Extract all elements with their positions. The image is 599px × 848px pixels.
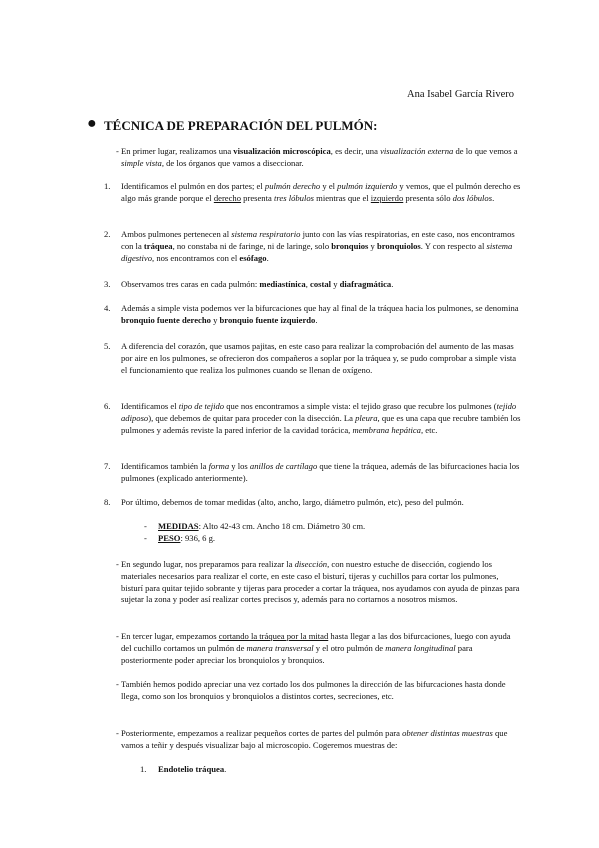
text-run: Identificamos el pulmón en dos partes; el xyxy=(121,181,265,191)
text-run: mediastínica xyxy=(259,279,306,289)
text-run: y vemos, que el pulmón derecho es algo más grande porque el xyxy=(121,181,521,203)
text-run: visualización externa xyxy=(380,146,454,156)
text-run: manera longitudinal xyxy=(385,642,456,653)
text-run: manera transversal xyxy=(246,642,314,653)
text-run: . Y con respecto al xyxy=(420,240,487,251)
list-marker: 8. xyxy=(104,497,111,507)
list-marker: 7. xyxy=(104,461,111,471)
list-marker: - xyxy=(116,679,119,689)
paragraph xyxy=(121,497,521,509)
text-run: pulmón izquierdo xyxy=(337,181,398,191)
measure-label: PESO xyxy=(158,533,181,543)
list-marker: 5. xyxy=(104,341,111,351)
measure-label: MEDIDAS xyxy=(158,521,199,531)
text-run: bronquios xyxy=(331,240,369,251)
text-run: . xyxy=(391,279,394,289)
paragraph xyxy=(121,303,521,327)
text-run: que tiene la tráquea, además de las bifurcaciones hacia los pulmones (explicado anteriormente). xyxy=(121,461,520,483)
text-run: , de los órganos que vamos a diseccionar. xyxy=(161,157,304,168)
text-run: pulmón derecho xyxy=(264,181,321,191)
section-heading: TÉCNICA DE PREPARACIÓN DEL PULMÓN: xyxy=(104,118,378,133)
text-run: dos lóbulos xyxy=(452,192,493,203)
paragraph xyxy=(121,181,521,205)
text-run: En tercer lugar, empezamos xyxy=(121,631,219,641)
list-marker: 3. xyxy=(104,279,111,289)
text-run: izquierdo xyxy=(370,192,404,203)
text-run: y xyxy=(368,240,377,251)
list-marker: - xyxy=(116,146,119,156)
text-run: de lo que vemos a xyxy=(453,146,518,156)
text-run: que nos encontramos a simple vista: el tejido graso que recubre los pulmones ( xyxy=(224,401,497,411)
text-run: derecho xyxy=(213,192,242,203)
measure-item xyxy=(158,533,215,545)
text-run: presenta sólo xyxy=(403,192,453,203)
text-run: tipo de tejido xyxy=(178,401,225,411)
text-run: bronquio fuente derecho xyxy=(121,314,211,325)
text-run: esófago xyxy=(239,252,267,263)
text-run: bronquio fuente izquierdo xyxy=(219,314,316,325)
text-run: , es decir, una xyxy=(330,146,381,156)
text-run: En primer lugar, realizamos una xyxy=(121,146,234,156)
heading-bullet: ● xyxy=(87,115,97,132)
measure-marker: - xyxy=(144,533,147,543)
text-run: A diferencia del corazón, que usamos pajitas, en este caso para realizar la comprobación del aumento de las masas por aire en los pulmones, se ofrecieron dos compañeros a soplar por la tráquea y, se pudo comprobar a simple vista el funcionamiento que realiza los pulmones cuando se llenan de oxígeno. xyxy=(121,341,517,375)
text-run: sistema digestivo xyxy=(121,240,513,263)
text-run: y xyxy=(210,314,220,325)
paragraph xyxy=(121,461,521,485)
measure-value: : 936, 6 g. xyxy=(180,533,216,543)
list-marker: - xyxy=(116,728,119,738)
text-run: membrana hepática xyxy=(352,424,421,435)
text-run: También hemos podido apreciar una vez cortado los dos pulmones la dirección de las bifurcaciones hasta donde llega, como son los bronquios y bronquiolos a distintos cortes, secreciones, etc. xyxy=(121,679,506,701)
text-run: hasta llegar a las dos bifurcaciones, luego con ayuda del cuchillo cortamos un pulmón de xyxy=(121,631,511,653)
paragraph xyxy=(121,229,521,264)
paragraph xyxy=(121,679,521,703)
text-run: Además a simple vista podemos ver la bifurcaciones que hay al final de la tráquea hacia los pulmones, se denomina xyxy=(121,303,519,313)
text-run: , xyxy=(305,279,311,289)
text-run: tres lóbulos xyxy=(273,192,314,203)
list-marker: 6. xyxy=(104,401,111,411)
measure-item xyxy=(158,521,365,533)
list-marker: 4. xyxy=(104,303,111,313)
text-run: obtener distintas muestras xyxy=(402,728,493,738)
list-marker: - xyxy=(116,559,119,569)
text-run: En segundo lugar, nos preparamos para realizar la xyxy=(121,559,295,569)
text-run: pleura xyxy=(355,412,378,423)
sample-marker: 1. xyxy=(140,764,147,774)
list-marker: 1. xyxy=(104,181,111,191)
text-run: y el otro pulmón de xyxy=(313,642,386,653)
text-run: Ambos pulmones pertenecen al xyxy=(121,229,232,239)
text-run: diafragmática xyxy=(339,279,392,289)
text-run: y los xyxy=(229,461,250,471)
sample-label: Endotelio tráquea xyxy=(158,764,225,774)
text-run: , nos encontramos con el xyxy=(152,252,240,263)
paragraph xyxy=(121,728,521,752)
text-run: forma xyxy=(208,461,230,471)
paragraph xyxy=(121,631,521,666)
measure-value: : Alto 42-43 cm. Ancho 18 cm. Diámetro 30 cm. xyxy=(198,521,366,531)
text-run: presenta xyxy=(241,192,274,203)
measure-marker: - xyxy=(144,521,147,531)
text-run: . xyxy=(492,192,495,203)
text-run: visualización microscópica xyxy=(233,146,331,156)
text-run: Observamos tres caras en cada pulmón: xyxy=(121,279,260,289)
text-run: simple vista xyxy=(121,157,162,168)
sample-item xyxy=(158,764,226,776)
author-name: Ana Isabel García Rivero xyxy=(407,89,514,100)
text-run: junto con las vías respiratorias, en este caso, nos encontramos con la xyxy=(121,229,515,251)
paragraph xyxy=(121,401,521,436)
list-marker: 2. xyxy=(104,229,111,239)
paragraph xyxy=(121,279,521,291)
text-run: costal xyxy=(310,279,332,289)
text-run: tráquea xyxy=(143,240,173,251)
text-run: cortando la tráquea por la mitad xyxy=(218,631,329,641)
sample-suffix: . xyxy=(224,764,227,774)
text-run: anillos de cartílago xyxy=(249,461,318,471)
text-run: bronquiolos xyxy=(376,240,421,251)
text-run: , no constaba ni de faringe, ni de laringe, solo xyxy=(172,240,332,251)
text-run: sistema respiratorio xyxy=(231,229,301,239)
text-run: para posteriormente poder apreciar los bronquiolos y bronquios. xyxy=(121,642,473,665)
paragraph xyxy=(121,341,521,376)
text-run: y xyxy=(331,279,340,289)
text-run: y el xyxy=(320,181,338,191)
text-run: que vamos a teñir y después visualizar bajo al microscopio. Cogeremos muestras de: xyxy=(121,728,508,750)
text-run: ), que debemos de quitar para proceder con la disección. La xyxy=(148,412,356,423)
text-run: disección xyxy=(294,559,328,569)
paragraph xyxy=(121,559,521,606)
text-run: . xyxy=(266,252,269,263)
text-run: mientras que el xyxy=(314,192,371,203)
list-marker: - xyxy=(116,631,119,641)
text-run: , etc. xyxy=(420,424,438,435)
text-run: Identificamos también la xyxy=(121,461,209,471)
text-run: . xyxy=(315,314,318,325)
text-run: , que es una capa que recubre también los pulmones y además reviste la pared inferior de la cavidad torácica, xyxy=(121,412,521,435)
text-run: , con nuestro estuche de disección, cogiendo los materiales necesarios para realizar el corte, en este caso el bisturí, tijeras y cuchillos para cortar los pulmones, bisturí para quitar tejido sobrante y tijeras para proceder a cortar la tráquea, nos ayudamos con ayuda de pinzas para sujetar la zona y poder así realizar cortes precisos y, además para no cortarnos a nosotros mismos. xyxy=(121,559,520,605)
paragraph xyxy=(121,146,521,170)
text-run: tejido adiposo xyxy=(121,401,517,423)
text-run: Identificamos el xyxy=(121,401,179,411)
text-run: Posteriormente, empezamos a realizar pequeños cortes de partes del pulmón para xyxy=(121,728,403,738)
text-run: Por último, debemos de tomar medidas (alto, ancho, largo, diámetro pulmón, etc), peso del pulmón. xyxy=(121,497,464,507)
